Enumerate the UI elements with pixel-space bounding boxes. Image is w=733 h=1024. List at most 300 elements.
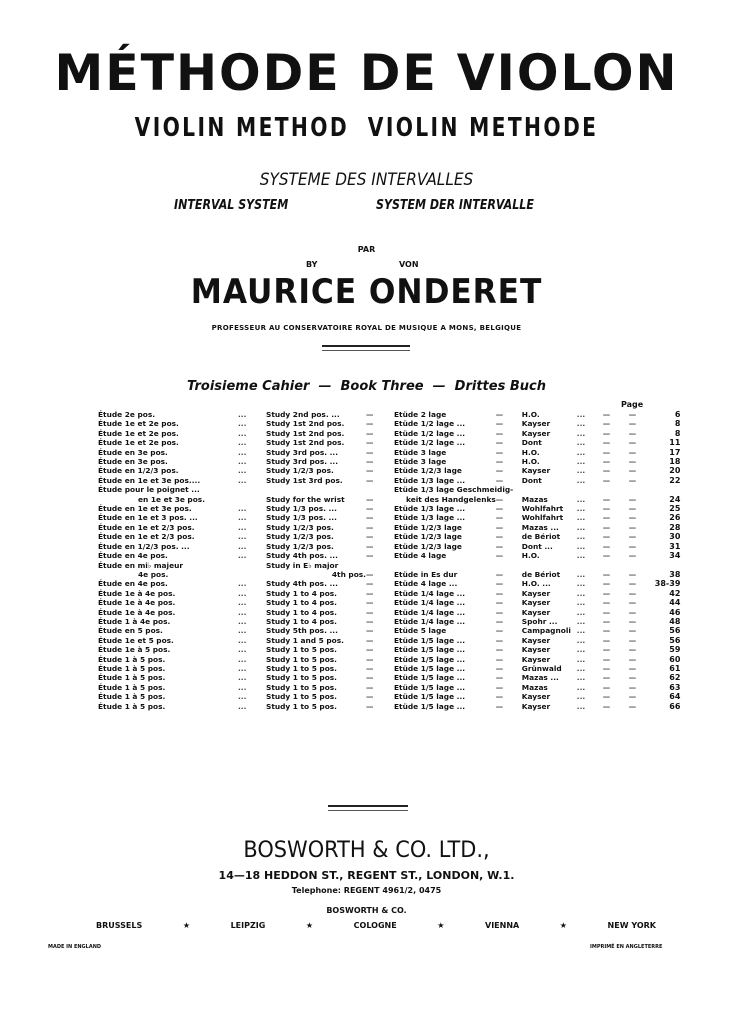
leader-dots: — [628, 475, 637, 485]
divider-bottom [328, 805, 408, 807]
entry-en: Study 1/2/3 pos. [266, 541, 334, 551]
table-row [98, 570, 680, 579]
entry-page: 56 [669, 626, 681, 636]
leader-dots: — [628, 588, 637, 598]
leader-dots: ... [238, 607, 247, 617]
leader-dots: — [366, 522, 374, 532]
entry-page: 30 [669, 532, 681, 542]
entry-fr-cont: 4e pos. [138, 569, 169, 579]
leader-dots: — [495, 428, 504, 438]
entry-de: Etüde 2 lage [394, 410, 447, 419]
leader-dots: ... [238, 663, 247, 673]
spacer [238, 485, 266, 494]
entry-composer: Campagnoli [521, 626, 571, 636]
entry-en: Study 1st 2nd pos. [266, 428, 345, 438]
table-row [98, 466, 680, 475]
leader-dots: ... [238, 673, 247, 683]
entry-en-cont: Study for the wrist [266, 494, 345, 504]
leader-dots: — [366, 466, 374, 476]
leader-dots: — [628, 598, 637, 608]
entry-page: 48 [669, 616, 681, 626]
leader-dots: — [602, 663, 611, 673]
leader-dots: ... [238, 532, 247, 542]
leader-dots: ... [238, 616, 247, 626]
leader-dots: — [366, 504, 374, 514]
entry-page: 42 [669, 588, 681, 598]
leader-dots: — [628, 466, 637, 476]
leader-dots: — [495, 673, 504, 683]
table-row [98, 523, 680, 532]
leader-dots: — [602, 673, 611, 683]
entry-en: Study 1 and 5 pos. [266, 635, 344, 645]
entry-page: 20 [669, 466, 681, 476]
leader-dots: — [628, 513, 637, 523]
entry-fr: Étude en 1e et 3e pos.... [98, 475, 201, 485]
entry-fr: Étude en 4e pos. [98, 579, 168, 589]
leader-dots: — [628, 645, 637, 655]
leader-dots: ... [576, 410, 586, 419]
table-row [98, 485, 680, 494]
entry-composer: Mazas ... [521, 522, 559, 532]
leader-dots: — [628, 532, 637, 542]
entry-de: Etüde 1/4 lage ... [394, 588, 466, 598]
leader-dots: — [495, 569, 504, 579]
entry-de: Etüde 1/5 lage ... [394, 682, 466, 692]
leader-dots: — [602, 522, 611, 532]
footer-made-in: MADE IN ENGLAND [48, 944, 102, 950]
entry-composer: Kayser [521, 598, 551, 608]
spacer [238, 570, 266, 579]
table-row [98, 645, 680, 654]
entry-de: Etüde 1/3 lage ... [394, 513, 466, 523]
entry-page: 26 [669, 513, 681, 523]
leader-dots: — [628, 569, 637, 579]
leader-dots: — [602, 541, 611, 551]
divider-top [322, 345, 410, 347]
leader-dots: — [366, 419, 374, 429]
leader-dots: ... [576, 419, 586, 429]
leader-dots: ... [238, 475, 247, 485]
entry-page: 38 [669, 569, 681, 579]
table-row [98, 589, 680, 598]
entry-page: 18 [669, 457, 681, 467]
book-heading [0, 379, 733, 394]
leader-dots: — [628, 438, 637, 448]
entry-page: 6 [674, 410, 681, 419]
entry-de: Etüde 1/5 lage ... [394, 663, 466, 673]
entry-page: 59 [669, 645, 681, 655]
leader-dots: — [602, 598, 611, 608]
entry-fr: Étude en 1e et 3e pos. [98, 504, 192, 514]
leader-dots: — [628, 607, 637, 617]
leader-dots: ... [576, 466, 586, 476]
leader-dots: — [366, 438, 374, 448]
entry-page: 60 [669, 654, 681, 664]
entry-de: Etüde 1/3 lage Geschmeidig- [394, 485, 514, 495]
entry-fr: Étude 1e à 4e pos. [98, 598, 176, 608]
entry-de: Etüde 1/2 lage ... [394, 419, 466, 429]
entry-composer: Mazas ... [521, 673, 559, 683]
leader-dots: — [602, 579, 611, 589]
leader-dots: — [602, 532, 611, 542]
entry-page: 62 [669, 673, 681, 683]
entry-fr: Étude en 1e et 3 pos. ... [98, 513, 198, 523]
leader-dots: — [495, 645, 504, 655]
table-row [98, 673, 680, 682]
leader-dots: ... [238, 457, 247, 467]
leader-dots: — [495, 410, 504, 419]
table-row [98, 626, 680, 635]
leader-dots: — [366, 541, 374, 551]
entry-de: Etüde 1/5 lage ... [394, 673, 466, 683]
entry-page: 28 [669, 522, 681, 532]
leader-dots: — [366, 616, 374, 626]
leader-dots: ... [576, 598, 586, 608]
entry-de: Etüde 1/2/3 lage [394, 541, 462, 551]
entry-en: Study 1 to 5 pos. [266, 645, 337, 655]
leader-dots: ... [238, 654, 247, 664]
leader-dots: — [495, 692, 504, 702]
publisher-name: BOSWORTH & CO. LTD., [243, 838, 490, 863]
leader-dots: — [628, 504, 637, 514]
leader-dots: ... [576, 541, 586, 551]
table-row [98, 457, 680, 466]
table-row [98, 476, 680, 485]
entry-composer: Kayser [521, 692, 551, 702]
entry-de: Etüde 1/4 lage ... [394, 598, 466, 608]
leader-dots: — [628, 428, 637, 438]
leader-dots: — [602, 616, 611, 626]
main-title: MÉTHODE DE VIOLON [54, 44, 679, 102]
entry-fr: Étude 1e à 4e pos. [98, 607, 176, 617]
leader-dots: — [495, 457, 504, 467]
spacer [238, 561, 266, 570]
leader-dots: ... [576, 673, 586, 683]
book-en: Book Three [340, 379, 424, 394]
leader-dots: ... [238, 645, 247, 655]
leader-dots: ... [238, 466, 247, 476]
entry-en: Study 1 to 4 pos. [266, 588, 337, 598]
leader-dots: ... [576, 569, 586, 579]
leader-dots: — [366, 626, 374, 636]
leader-dots: ... [238, 579, 247, 589]
entry-fr: Étude en 1e et 2/3 pos. [98, 522, 195, 532]
leader-dots: — [602, 428, 611, 438]
leader-dots: — [495, 579, 504, 589]
book-fr: Troisieme Cahier [187, 379, 310, 394]
author-par: PAR [357, 245, 376, 254]
leader-dots: — [495, 626, 504, 636]
table-of-contents [98, 410, 680, 711]
entry-de: Etüde 1/5 lage ... [394, 692, 466, 702]
leader-dots: — [602, 607, 611, 617]
leader-dots: — [495, 419, 504, 429]
leader-dots: ... [238, 682, 247, 692]
entry-fr: Étude en 3e pos. [98, 447, 168, 457]
table-row [98, 495, 680, 504]
leader-dots: — [495, 663, 504, 673]
entry-en: Study 4th pos. ... [266, 579, 338, 589]
entry-en: Study 1/2/3 pos. [266, 532, 334, 542]
leader-dots: — [602, 504, 611, 514]
leader-dots: — [628, 626, 637, 636]
leader-dots: ... [576, 607, 586, 617]
entry-en: Study 3rd pos. ... [266, 457, 339, 467]
publisher-name-2: BOSWORTH & CO. [326, 906, 407, 915]
city: LEIPZIG [230, 921, 266, 930]
leader-dots: — [495, 513, 504, 523]
page-column-header: Page [621, 400, 644, 409]
leader-dots: ... [238, 588, 247, 598]
leader-dots: ... [238, 504, 247, 514]
entry-de: Etüde 1/3 lage ... [394, 504, 466, 514]
entry-en: Study 1 to 4 pos. [266, 598, 337, 608]
leader-dots: ... [576, 645, 586, 655]
entry-de: Etüde 3 lage [394, 457, 447, 467]
entry-de: Etüde 1/5 lage ... [394, 645, 466, 655]
entry-composer: Dont [521, 475, 542, 485]
entry-page: 61 [669, 663, 681, 673]
leader-dots: ... [576, 626, 586, 636]
leader-dots: — [366, 569, 374, 579]
entry-fr: Étude 1 à 5 pos. [98, 682, 166, 692]
entry-composer: Kayser [521, 419, 551, 429]
entry-fr: Étude 1e à 4e pos. [98, 588, 176, 598]
leader-dots: — [366, 663, 374, 673]
leader-dots: — [366, 588, 374, 598]
entry-en: Study 1st 2nd pos. [266, 419, 345, 429]
entry-de: Etüde 1/2/3 lage [394, 532, 462, 542]
entry-de: Etüde 1/5 lage ... [394, 635, 466, 645]
leader-dots: — [495, 522, 504, 532]
leader-dots: ... [576, 616, 586, 626]
footer-imprime: IMPRIMÉ EN ANGLETERRE [590, 944, 663, 950]
entry-de: Etüde 1/5 lage ... [394, 654, 466, 664]
table-row [98, 561, 680, 570]
entry-composer: Dont ... [521, 541, 553, 551]
entry-en: Study in E♭ major [266, 560, 339, 570]
table-row [98, 617, 680, 626]
entry-en [266, 485, 366, 494]
leader-dots: — [366, 598, 374, 608]
entry-fr: Étude 1e et 5 pos. [98, 635, 174, 645]
leader-dots: — [366, 692, 374, 702]
entry-composer: H.O. [521, 410, 540, 419]
publisher-address: 14—18 HEDDON ST., REGENT ST., LONDON, W.1. [218, 869, 515, 882]
book-sep-2: — [432, 379, 446, 394]
entry-page: 38-39 [654, 579, 681, 589]
leader-dots: — [628, 457, 637, 467]
entry-de: Etüde 4 lage ... [394, 579, 458, 589]
table-row [98, 429, 680, 438]
leader-dots: ... [238, 541, 247, 551]
leader-dots: — [366, 475, 374, 485]
entry-en: Study 1 to 5 pos. [266, 663, 337, 673]
leader-dots: — [495, 494, 504, 504]
leader-dots: — [366, 654, 374, 664]
leader-dots: — [366, 579, 374, 589]
entry-fr: Étude en 4e pos. [98, 551, 168, 561]
entry-en: Study 1 to 5 pos. [266, 692, 337, 702]
entry-page: 11 [669, 438, 681, 448]
leader-dots: — [602, 682, 611, 692]
leader-dots: ... [576, 504, 586, 514]
entry-page: 22 [669, 475, 681, 485]
entry-fr-cont: en 1e et 3e pos. [138, 494, 205, 504]
entry-fr: Étude 2e pos. [98, 410, 156, 419]
leader-dots: — [602, 645, 611, 655]
entry-composer: Wohlfahrt [521, 513, 564, 523]
table-row [98, 542, 680, 551]
entry-page: 25 [669, 504, 681, 514]
leader-dots: — [495, 551, 504, 561]
leader-dots: — [366, 682, 374, 692]
entry-composer: Kayser [521, 607, 551, 617]
entry-page: 24 [669, 494, 681, 504]
leader-dots: ... [238, 692, 247, 702]
leader-dots: — [366, 494, 374, 504]
leader-dots: ... [238, 447, 247, 457]
entry-composer: Kayser [521, 645, 551, 655]
spacer [366, 485, 394, 494]
entry-de: Etüde 1/5 lage ... [394, 701, 466, 711]
leader-dots: — [602, 513, 611, 523]
leader-dots: — [628, 682, 637, 692]
author-by: BY [306, 260, 318, 269]
entry-fr: Étude 1 à 5 pos. [98, 701, 166, 711]
leader-dots: — [628, 635, 637, 645]
entry-fr: Étude 1e et 2e pos. [98, 428, 179, 438]
leader-dots: ... [238, 598, 247, 608]
entry-composer: Kayser [521, 428, 551, 438]
entry-composer: Kayser [521, 466, 551, 476]
entry-fr: Étude en mi♭ majeur [98, 560, 183, 570]
entry-en: Study 1 to 5 pos. [266, 673, 337, 683]
entry-fr: Étude 1 à 5 pos. [98, 673, 166, 683]
entry-page: 46 [669, 607, 681, 617]
entry-en: Study 1st 2nd pos. [266, 438, 345, 448]
table-row [98, 419, 680, 428]
entry-en: Study 1/3 pos. ... [266, 513, 337, 523]
entry-de: Etüde 1/4 lage ... [394, 616, 466, 626]
entry-composer: H.O. [521, 551, 540, 561]
leader-dots: ... [576, 663, 586, 673]
leader-dots: ... [576, 532, 586, 542]
leader-dots: ... [238, 438, 247, 448]
table-row [98, 598, 680, 607]
entry-composer: Spohr ... [521, 616, 558, 626]
leader-dots: — [495, 616, 504, 626]
leader-dots: — [495, 466, 504, 476]
entry-en: Study 1/3 pos. ... [266, 504, 337, 514]
entry-composer: de Bériot [521, 569, 561, 579]
entry-page: 64 [669, 692, 681, 702]
entry-fr: Étude en 1/2/3 pos. [98, 466, 179, 476]
leader-dots: — [602, 457, 611, 467]
entry-de: Etüde 1/3 lage ... [394, 475, 466, 485]
leader-dots: — [366, 532, 374, 542]
entry-composer: H.O. ... [521, 579, 551, 589]
star-icon: ★ [305, 921, 314, 930]
leader-dots: — [628, 410, 637, 419]
leader-dots: — [495, 447, 504, 457]
leader-dots: ... [238, 522, 247, 532]
entry-page: 63 [669, 682, 681, 692]
city: BRUSSELS [96, 921, 143, 930]
author-von: VON [399, 260, 419, 269]
leader-dots: — [495, 588, 504, 598]
leader-dots: — [628, 447, 637, 457]
leader-dots: — [495, 438, 504, 448]
entry-fr: Étude en 1/2/3 pos. ... [98, 541, 190, 551]
table-row [98, 702, 680, 711]
entry-en: Study 2nd pos. ... [266, 410, 340, 419]
entry-fr: Étude en 3e pos. [98, 457, 168, 467]
leader-dots: — [602, 626, 611, 636]
leader-dots: — [602, 475, 611, 485]
entry-de-cont: Etüde in Es dur [394, 569, 458, 579]
entry-de-cont: keit des Handgelenks [406, 494, 496, 504]
leader-dots: — [602, 635, 611, 645]
entry-page: 31 [669, 541, 681, 551]
leader-dots: — [366, 645, 374, 655]
table-row [98, 664, 680, 673]
entry-en: Study 1 to 5 pos. [266, 701, 337, 711]
entry-composer: Wohlfahrt [521, 504, 564, 514]
leader-dots: — [602, 419, 611, 429]
leader-dots: ... [576, 513, 586, 523]
entry-en: Study 1 to 5 pos. [266, 682, 337, 692]
entry-en: Study 1/2/3 pos. [266, 466, 334, 476]
table-row [98, 683, 680, 692]
leader-dots: ... [576, 475, 586, 485]
leader-dots: — [495, 701, 504, 711]
entry-page: 44 [669, 598, 681, 608]
star-icon: ★ [182, 921, 190, 930]
leader-dots: ... [238, 419, 247, 429]
leader-dots: — [602, 701, 611, 711]
entry-en: Study 5th pos. ... [266, 626, 338, 636]
entry-fr: Étude 1 à 5 pos. [98, 654, 166, 664]
entry-en-cont: 4th pos. [331, 569, 366, 579]
entry-composer: Kayser [521, 588, 551, 598]
leader-dots: ... [576, 428, 586, 438]
leader-dots: — [602, 466, 611, 476]
leader-dots: ... [576, 522, 586, 532]
leader-dots: ... [576, 635, 586, 645]
entry-composer: H.O. [521, 457, 540, 467]
leader-dots: ... [576, 654, 586, 664]
entry-composer: Mazas [521, 682, 548, 692]
table-row [98, 532, 680, 541]
leader-dots: — [628, 551, 637, 561]
subtitle: VIOLIN METHOD VIOLIN METHODE [134, 113, 599, 143]
system-title-de: SYSTEM DER INTERVALLE [376, 198, 534, 213]
leader-dots: — [366, 701, 374, 711]
leader-dots: — [366, 428, 374, 438]
leader-dots: — [366, 607, 374, 617]
divider-bottom-2 [328, 810, 408, 811]
city: VIENNA [485, 921, 520, 930]
leader-dots: — [495, 475, 504, 485]
entry-en: Study 1 to 4 pos. [266, 616, 337, 626]
leader-dots: — [602, 410, 611, 419]
leader-dots: — [495, 541, 504, 551]
leader-dots: — [366, 457, 374, 467]
author-profession: PROFESSEUR AU CONSERVATOIRE ROYAL DE MUSIQUE A MONS, BELGIQUE [211, 324, 522, 332]
leader-dots: — [495, 504, 504, 514]
leader-dots: ... [238, 701, 247, 711]
